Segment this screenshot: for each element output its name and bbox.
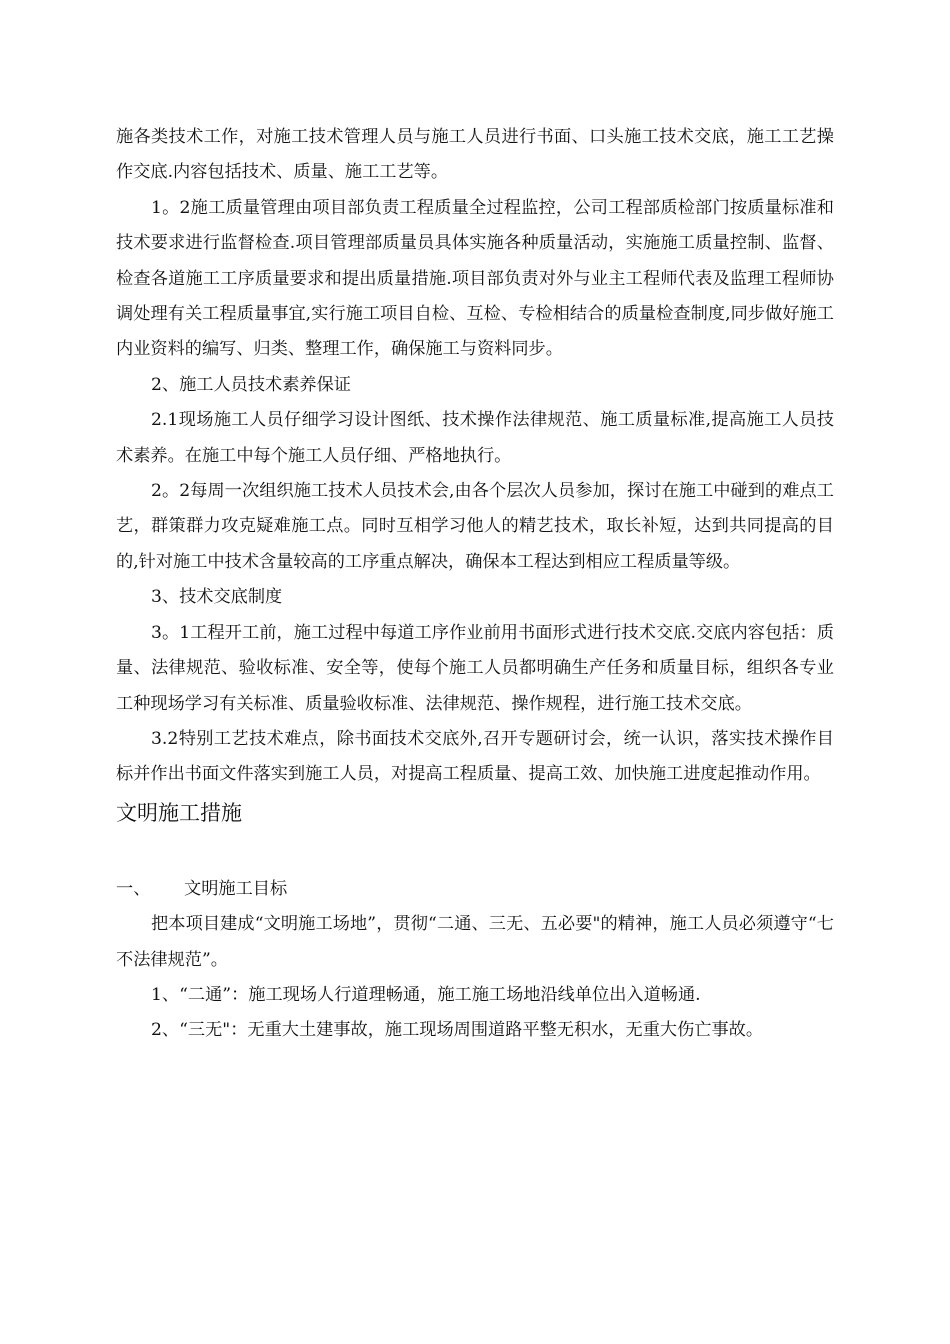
section-heading: 文明施工措施: [116, 800, 242, 825]
paragraph-2-1: 2.1现场施工人员仔细学习设计图纸、技术操作法律规范、施工质量标准,提高施工人员技术素养。在施工中每个施工人员仔细、严格地执行。: [116, 410, 834, 466]
subsection-title: 文明施工目标: [184, 878, 288, 899]
paragraph-3-1: 3。1工程开工前，施工过程中每道工序作业前用书面形式进行技术交底.交底内容包括：质量、法律规范、验收标准、安全等，使每个施工人员都明确生产任务和质量目标，组织各专业工种现场学习有关标准、质量验收标准、法律规范、操作规程，进行施工技术交底。: [116, 622, 834, 714]
document-body: [116, 120, 834, 1049]
subheading-2: 2、施工人员技术素养保证: [151, 374, 351, 395]
paragraph-2-2: 2。2每周一次组织施工技术人员技术会,由各个层次人员参加，探讨在施工中碰到的难点工艺，群策群力攻克疑难施工点。同时互相学习他人的精艺技术，取长补短，达到共同提高的目的,针对施工中技术含量较高的工序重点解决，确保本工程达到相应工程质量等级。: [116, 481, 834, 572]
paragraph-goal: 把本项目建成“文明施工场地”，贯彻“二通、三无、五必要"的精神，施工人员必须遵守“七不法律规范”。: [116, 914, 834, 970]
section-spacer: [116, 833, 834, 872]
subsection-heading: [116, 872, 834, 907]
paragraph-two-pass: 1、“二通”：施工现场人行道理畅通，施工施工场地沿线单位出入道畅通.: [151, 984, 701, 1005]
paragraph-1-2: 1。2施工质量管理由项目部负责工程质量全过程监控，公司工程部质检部门按质量标准和技术要求进行监督检查.项目管理部质量员具体实施各种质量活动，实施施工质量控制、监督、检查各道施工工序质量要求和提出质量措施.项目部负责对外与业主工程师代表及监理工程师协调处理有关工程质量事宜,实行施工项目自检、互检、专检相结合的质量检查制度,同步做好施工内业资料的编写、归类、整理工作，确保施工与资料同步。: [116, 197, 834, 360]
subsection-number: 一、: [116, 878, 151, 899]
paragraph-continued: 施各类技术工作，对施工技术管理人员与施工人员进行书面、口头施工技术交底，施工工艺操作交底.内容包括技术、质量、施工工艺等。: [116, 127, 834, 183]
paragraph-three-none: 2、“三无"：无重大土建事故，施工现场周围道路平整无积水，无重大伤亡事故。: [151, 1020, 764, 1041]
paragraph-3-2: 3.2特别工艺技术难点，除书面技术交底外,召开专题研讨会，统一认识，落实技术操作目标并作出书面文件落实到施工人员，对提高工程质量、提高工效、加快施工进度起推动作用。: [116, 728, 834, 785]
subheading-3: 3、技术交底制度: [151, 587, 283, 608]
